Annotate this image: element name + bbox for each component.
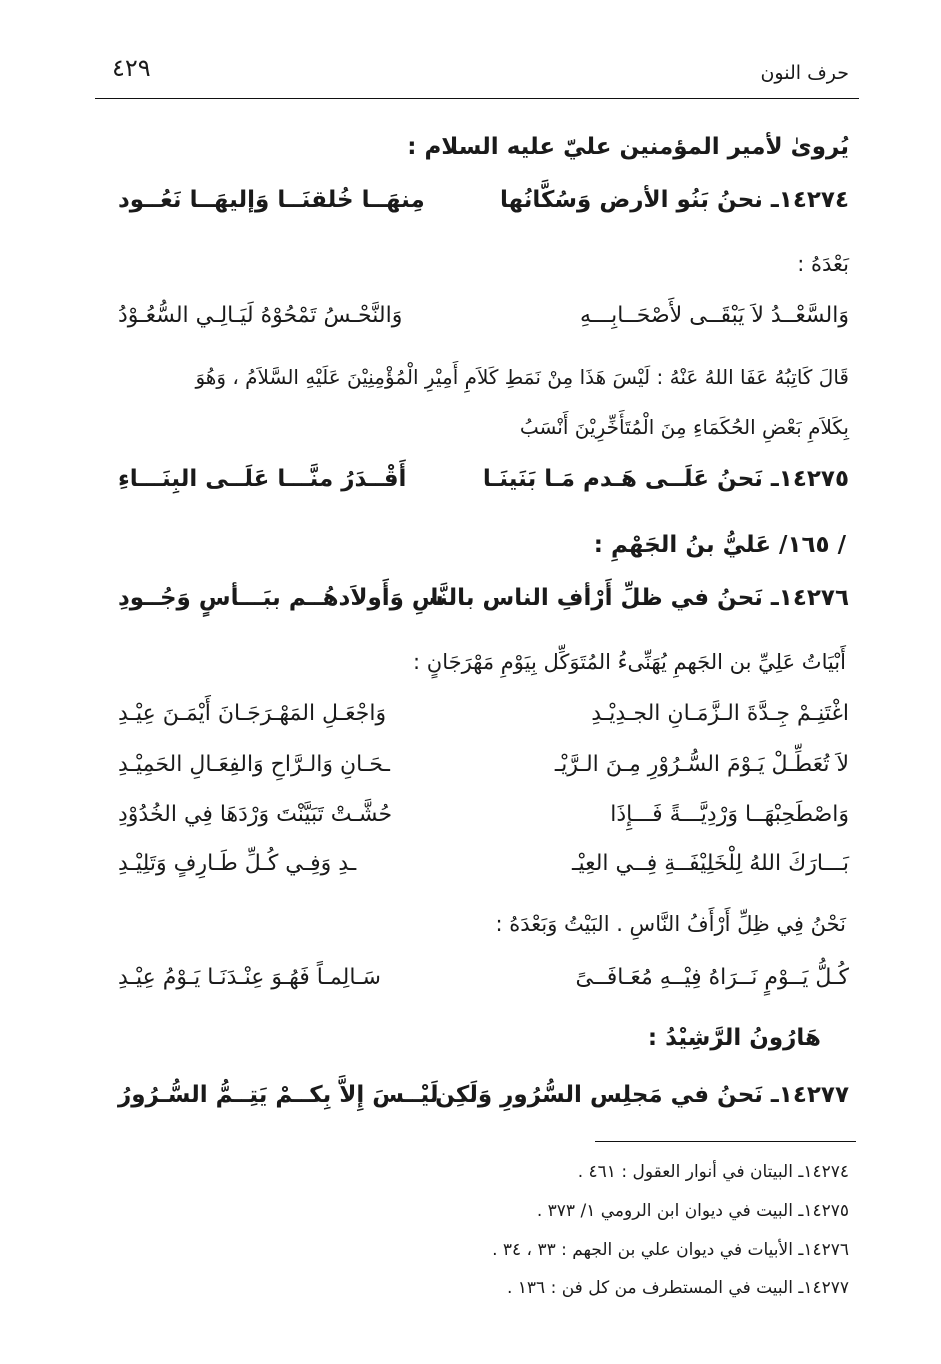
verse-first-hemistich: لاَ تُعَطِّـلْ يَـوْمَ السُّـرُوْرِ مِـنَ الـرَّيْـ [554,752,849,777]
verse-second-hemistich: وَالنَّحْـسُ تَمْحُوْهُ لَيَـالِـي السُّعُـوْدُ [118,303,403,328]
header-rule [95,98,859,99]
running-title: حرف النون [760,62,849,84]
verse-second-hemistich: لَيْــسَ إِلاَّ بِكــمْ يَتِــمُّ السُّـرُورُ [118,1082,439,1108]
verse-first-hemistich: كُـلُّ يَــوْمٍ نَــرَاهُ فِيْــهِ مُعَـافَــىً [575,965,849,990]
footnote: ١٤٢٧٤ـ البيتان في أنوار العقول : ٤٦١ . [577,1162,849,1182]
verse-second-hemistich: أَقْــدَرُ منَّـــا عَلَــى البِنَـــاءِ [118,466,407,492]
verse-first-hemistich: بَـــارَكَ اللهُ لِلْخَلِيْفَــةِ فِــي العِيْـ [572,851,849,876]
footnote: ١٤٢٧٦ـ الأبيات في ديوان علي بن الجهم : ٣٣ ، ٣٤ . [492,1240,849,1260]
verse-first-hemistich: وَاصْطَحِبْهَــا وَرْدِيَّـــةً فَـــإِذَا [610,802,849,827]
verse-second-hemistich: حُشَّـتْ تَبَيَّنْتَ وَرْدَهَا فِي الخُدُوْدِ [118,802,393,827]
verse-line [118,303,849,339]
verse-line [118,965,849,1001]
continuation-label: بَعْدَهُ : [797,252,849,276]
verse-second-hemistich: وَاجْعَـلِ المَهْـرَجَـانَ أَيْمَـنَ عِيْـدِ [118,701,387,726]
verse-line [118,851,849,887]
verse-first-hemistich: وَالسَّعْــدُ لاَ يَبْقَــى لأَصْحَــابِـــهِ [579,303,849,328]
verse-first-hemistich: ١٤٢٧٦ـ نَحنُ في ظلِّ أَرْأفِ الناس بالنَّا [430,585,849,611]
poem-intro: أَبْيَاتُ عَلِيِّ بن الجَهمِ يُهَنِّىءُ المُتَوَكِّل بِيَوْمِ مَهْرَجَانٍ : [413,650,846,674]
verse-14274 [118,187,849,223]
page-number: ٤٢٩ [112,54,151,82]
verse-14277 [118,1082,849,1118]
verse-line [118,752,849,788]
verse-second-hemistich: سِ وَأَولاَدهُــم ببَـــأسٍ وَجُــودِ [118,585,444,611]
verse-line [118,802,849,838]
verse-second-hemistich: ـدِ وَفِـي كُـلِّ طَـارِفٍ وَتَلِيْـدِ [118,851,357,876]
verse-second-hemistich: ـحَـانِ وَالـرَّاحِ وَالفِعَـالِ الحَمِيْـدِ [118,752,390,777]
verse-second-hemistich: مِنهَــا خُلقنَــا وَإليهَــا نَعُــود [118,187,425,213]
verse-first-hemistich: ١٤٢٧٥ـ نَحنُ عَلَــى هَـدم مَـا بَنَينَـا [482,466,849,492]
footnote: ١٤٢٧٥ـ البيت في ديوان ابن الرومي ١/ ٣٧٣ . [536,1201,849,1221]
verse-first-hemistich: ١٤٢٧٧ـ نَحنُ في مَجلِس السُّرُورِ وَلَكِن [435,1082,849,1108]
footnote: ١٤٢٧٧ـ البيت في المستطرف من كل فن : ١٣٦ . [506,1278,849,1298]
attribution-line: هَارُونُ الرَّشِيْدُ : [647,1025,821,1051]
verse-14275 [118,466,849,502]
verse-second-hemistich: سَـالِمـاً فَهُـوَ عِنْـدَنَـا يَـوْمُ عِيْـدِ [118,965,381,990]
verse-14276 [118,585,849,621]
editor-note: بِكَلاَمِ بَعْضِ الحُكَمَاءِ مِنَ الْمُتَأَخِّرِيْنَ أَنْسَبُ [519,415,849,439]
attribution-line: / ١٦٥/ عَليُّ بنُ الجَهْمِ : [593,532,846,558]
verse-first-hemistich: ١٤٢٧٤ـ نحنُ بَنُو الأرض وَسُكَّانُها [499,187,849,213]
continuation-label: نَحْنُ فِي ظِلِّ أَرْأَفُ النَّاسِ . البَيْتُ وَبَعْدَهُ : [495,912,846,936]
verse-first-hemistich: اغْتَنِـمْ جِـدَّةَ الـزَّمَـانِ الجـدِيْـدِ [591,701,849,726]
attribution-line: يُروىٰ لأمير المؤمنين عليّ عليه السلام : [407,134,849,160]
footnote-rule [595,1141,856,1142]
verse-line [118,701,849,737]
editor-note: قَالَ كَاتِبُهُ عَفَا اللهُ عَنْهُ : لَيْسَ هَذَا مِنْ نَمَطِ كَلاَمِ أَمِيْرِ الْمُؤْمِنِيْنَ عَلَيْهِ السَّلاَمُ ، وَهُوَ [195,365,849,389]
